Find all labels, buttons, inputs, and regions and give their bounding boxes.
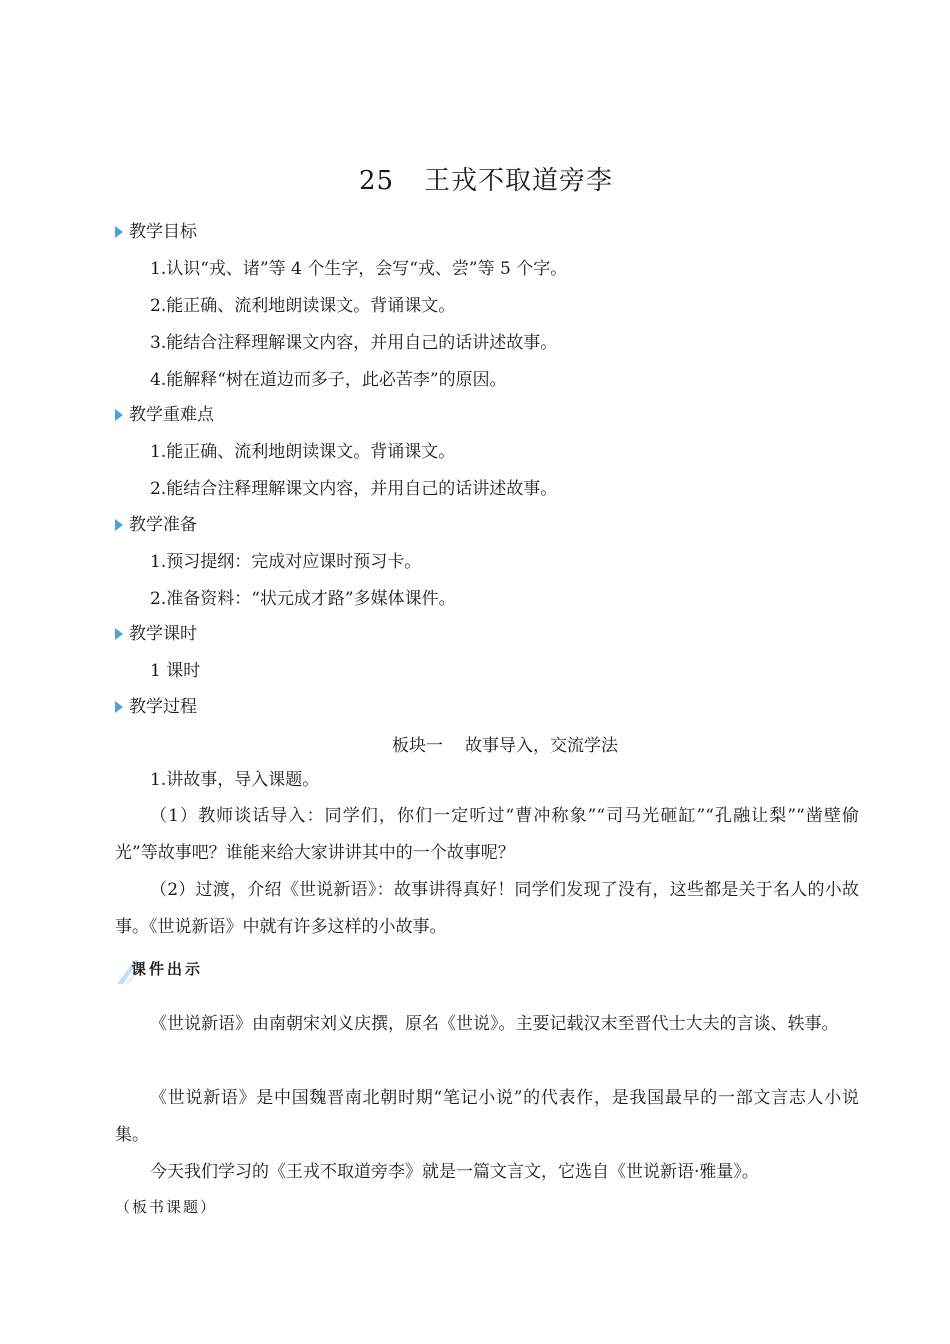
goal-item: 1.认识“戎、诸”等 4 个生字，会写“戎、尝”等 5 个字。 [150,259,568,279]
page-title [0,160,950,197]
block-heading [0,734,950,758]
block-label: 板块一 [392,736,443,756]
board-note: （板书课题） [115,1198,218,1216]
key-point-item: 2.能结合注释理解课文内容，并用自己的话讲述故事。 [150,479,558,499]
section-key-points-label: 教学重难点 [129,405,214,425]
goal-item: 2.能正确、流利地朗读课文。背诵课文。 [150,296,456,316]
preparation-item: 1.预习提纲：完成对应课时预习卡。 [150,552,422,572]
lesson-title: 王戎不取道旁李 [424,166,614,196]
goal-item: 4.能解释“树在道边而多子，此必苦李”的原因。 [150,370,507,390]
key-point-item: 1.能正确、流利地朗读课文。背诵课文。 [150,442,456,462]
section-goals-label: 教学目标 [129,222,197,242]
goal-item: 3.能结合注释理解课文内容，并用自己的话讲述故事。 [150,333,558,353]
block-title: 故事导入，交流学法 [465,736,618,756]
courseware-paragraph: 今天我们学习的《王戎不取道旁李》就是一篇文言文，它选自《世说新语·雅量》。 [150,1162,759,1182]
lesson-number: 25 [358,166,395,196]
section-process [115,695,197,719]
process-paragraph: （1）教师谈话导入：同学们，你们一定听过“曹冲称象”“司马光砸缸”“孔融让梨”“凿壁偷光”等故事吧？谁能来给大家讲讲其中的一个故事呢？ [115,806,859,863]
section-preparation-label: 教学准备 [129,515,197,535]
triangle-bullet-icon [115,628,123,640]
section-goals [115,220,197,244]
courseware-badge-label: 课件出示 [131,960,204,978]
section-key-points [115,403,214,427]
triangle-bullet-icon [115,409,123,421]
process-step: 1.讲故事，导入课题。 [150,770,320,790]
section-preparation [115,513,197,537]
section-process-label: 教学过程 [129,697,197,717]
triangle-bullet-icon [115,519,123,531]
section-hours [115,622,197,646]
courseware-badge [115,956,225,986]
courseware-paragraph: 《世说新语》是中国魏晋南北朝时期“笔记小说”的代表作，是我国最早的一部文言志人小说集。 [115,1088,859,1145]
triangle-bullet-icon [115,226,123,238]
hours-text: 1 课时 [150,661,201,681]
preparation-item: 2.准备资料：“状元成才路”多媒体课件。 [150,589,456,609]
process-paragraph: （2）过渡，介绍《世说新语》：故事讲得真好！同学们发现了没有，这些都是关于名人的小故事。《世说新语》中就有许多这样的小故事。 [115,880,859,937]
section-hours-label: 教学课时 [129,624,197,644]
courseware-paragraph: 《世说新语》由南朝宋刘义庆撰，原名《世说》。主要记载汉末至晋代士大夫的言谈、轶事。 [150,1014,839,1034]
triangle-bullet-icon [115,701,123,713]
